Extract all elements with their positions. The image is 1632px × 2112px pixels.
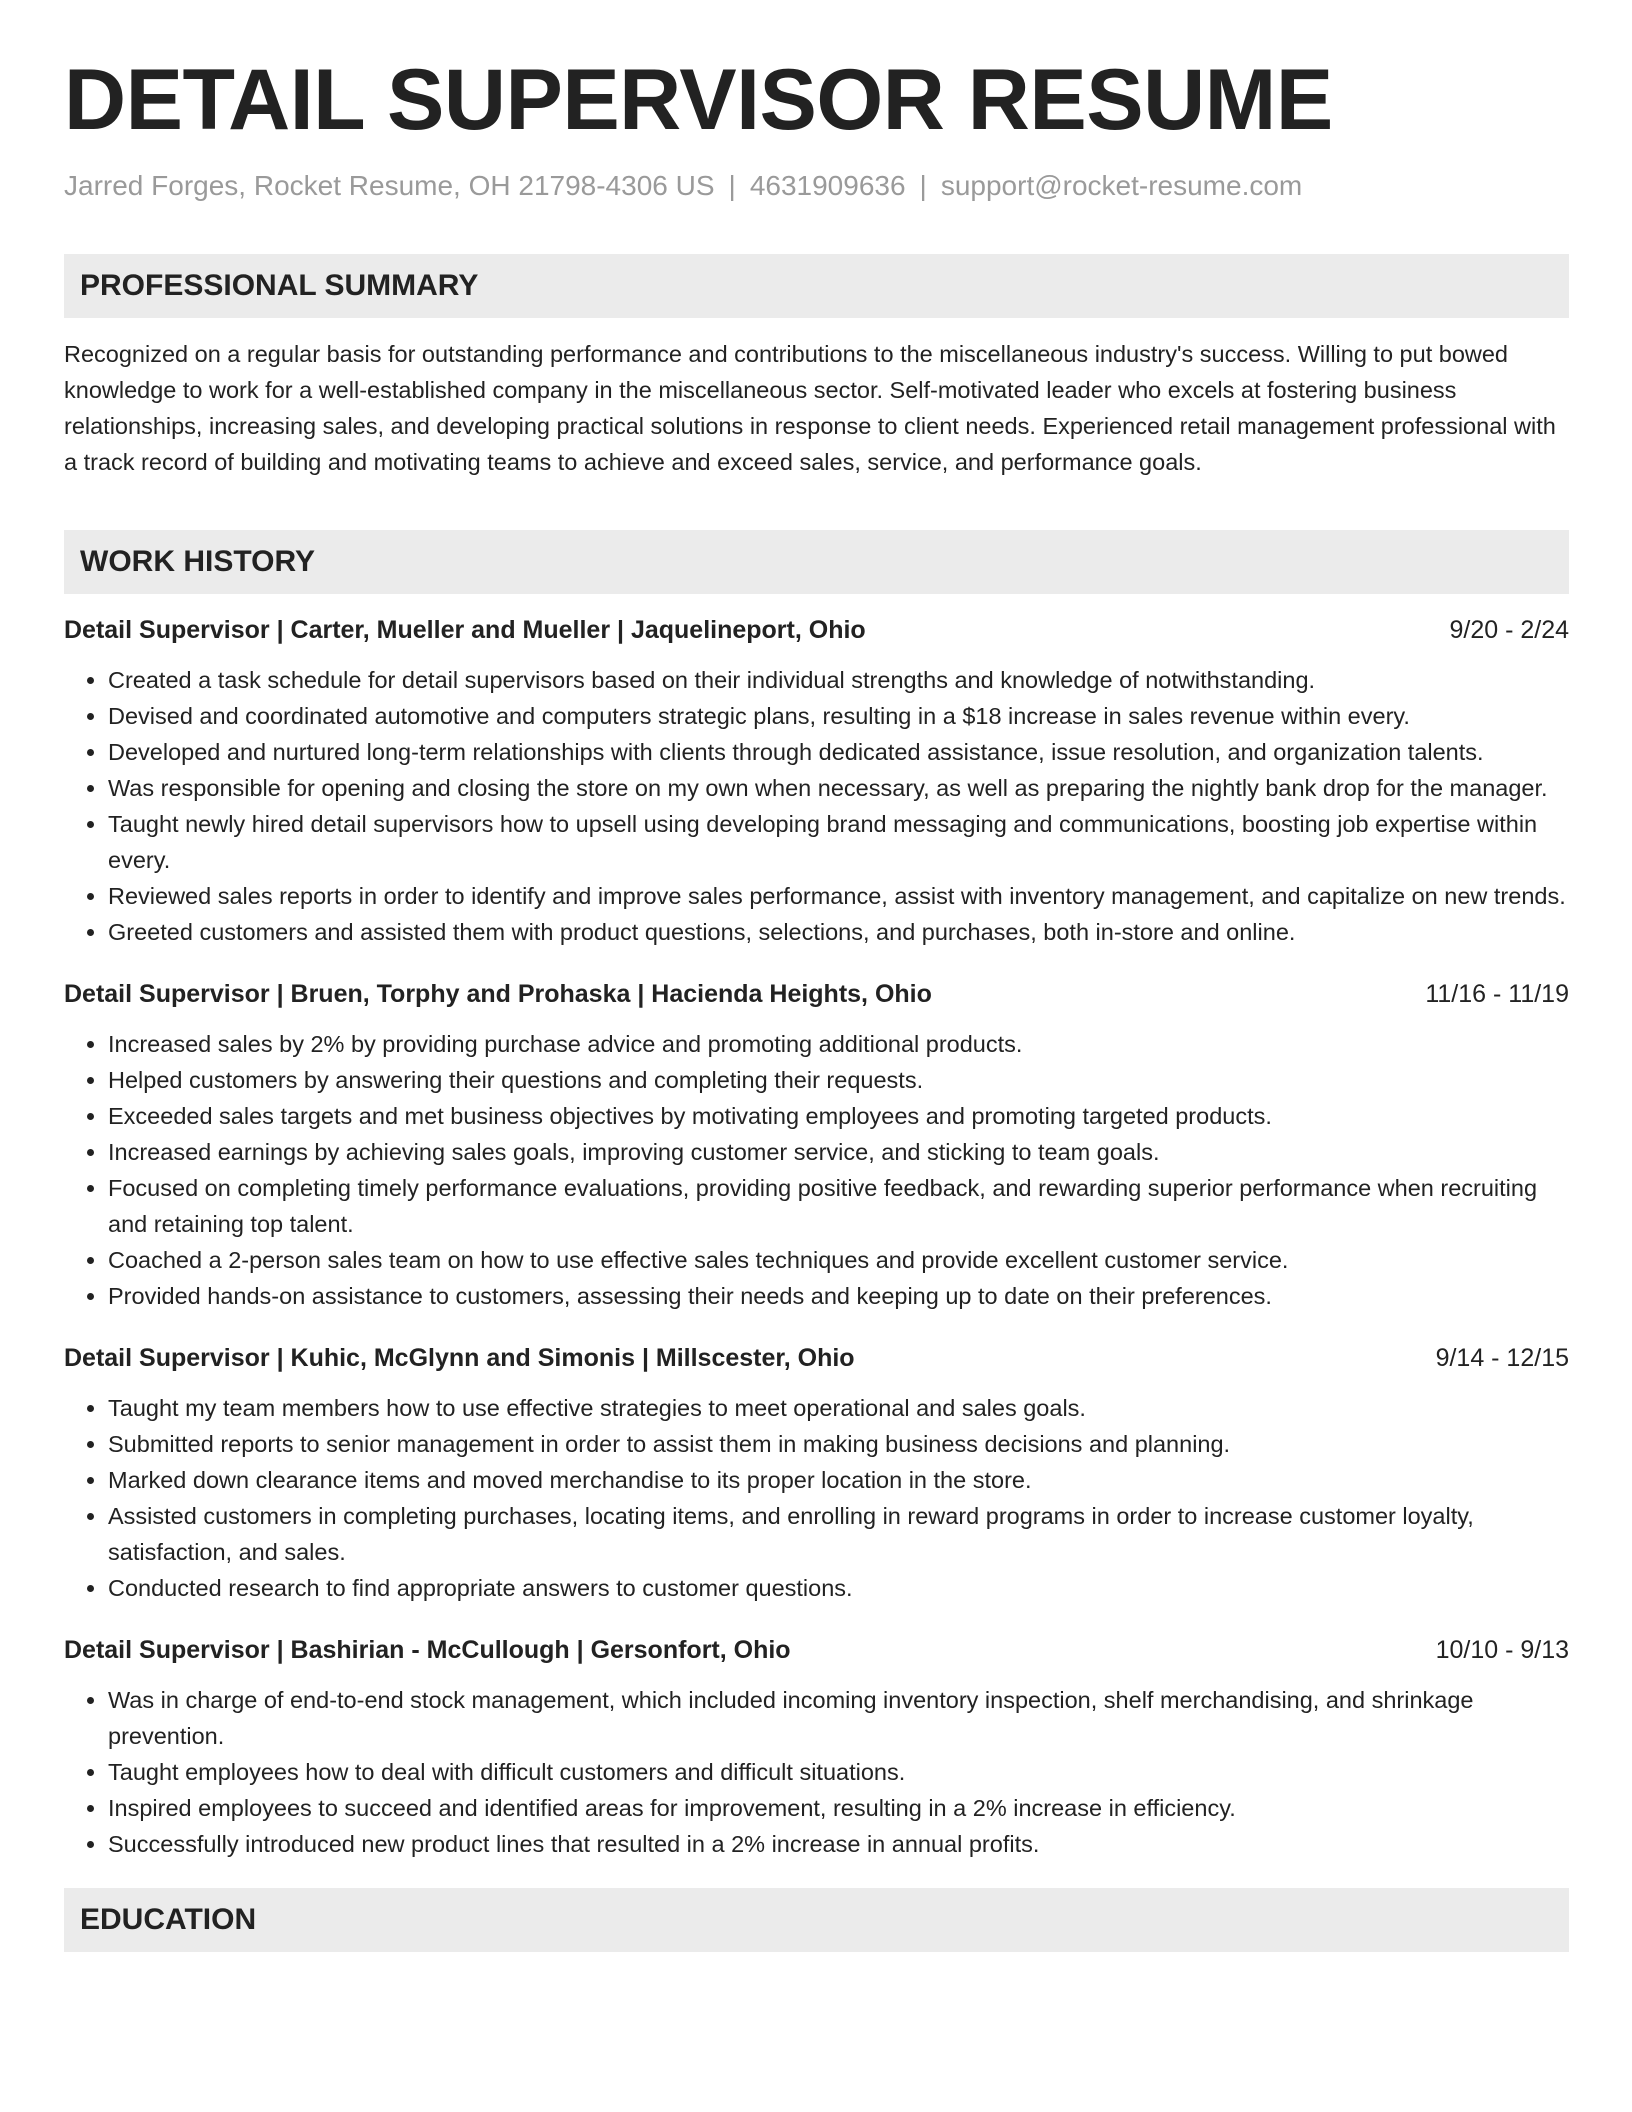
resume-title: DETAIL SUPERVISOR RESUME [64, 52, 1333, 148]
contact-line [64, 168, 1569, 204]
job-bullet: • Increased earnings by achieving sales goals, improving customer service, and sticking to team goals. [108, 1134, 1569, 1170]
job-header [64, 612, 1569, 648]
contact-separator: | [919, 170, 927, 201]
job-header [64, 1632, 1569, 1668]
job-bullet: • Greeted customers and assisted them with product questions, selections, and purchases, both in-store and online. [108, 914, 1569, 950]
job-title: Detail Supervisor | Bashirian - McCullough | Gersonfort, Ohio [64, 1636, 791, 1664]
work-history-heading: WORK HISTORY [64, 530, 1569, 594]
job-bullet: • Inspired employees to succeed and identified areas for improvement, resulting in a 2% increase in efficiency. [108, 1790, 1569, 1826]
job-bullet: • Provided hands-on assistance to customers, assessing their needs and keeping up to date on their preferences. [108, 1278, 1569, 1314]
job-bullet: • Successfully introduced new product lines that resulted in a 2% increase in annual profits. [108, 1826, 1569, 1862]
job-title: Detail Supervisor | Kuhic, McGlynn and Simonis | Millscester, Ohio [64, 1344, 855, 1372]
job-bullet: • Devised and coordinated automotive and computers strategic plans, resulting in a $18 increase in sales revenue within every. [108, 698, 1569, 734]
job-title: Detail Supervisor | Carter, Mueller and Mueller | Jaquelineport, Ohio [64, 616, 866, 644]
contact-phone: 4631909636 [749, 170, 906, 201]
job-bullet: • Marked down clearance items and moved merchandise to its proper location in the store. [108, 1462, 1569, 1498]
job-entry [64, 612, 1569, 950]
job-dates: 9/20 - 2/24 [1449, 616, 1569, 644]
job-bullet: • Was in charge of end-to-end stock management, which included incoming inventory inspection, shelf merchandising, and shrinkage prevention. [108, 1682, 1569, 1754]
job-bullet-list [64, 1026, 1569, 1314]
contact-email[interactable]: support@rocket-resume.com [940, 170, 1303, 201]
job-bullet: • Taught employees how to deal with difficult customers and difficult situations. [108, 1754, 1569, 1790]
job-bullet: • Created a task schedule for detail supervisors based on their individual strengths and knowledge of notwithstanding. [108, 662, 1569, 698]
summary-text: Recognized on a regular basis for outstanding performance and contributions to the miscellaneous industry's success. Willing to put bowed knowledge to work for a well-established company in the miscellaneous sector. Self-motivated leader who excels at fostering business relationships, increasing sales, and developing practical solutions in response to client needs. Experienced retail management professional with a track record of building and motivating teams to achieve and exceed sales, service, and performance goals. [64, 341, 1556, 475]
job-header [64, 1340, 1569, 1376]
job-bullet: • Submitted reports to senior management in order to assist them in making business decisions and planning. [108, 1426, 1569, 1462]
job-bullet-list [64, 1390, 1569, 1606]
job-bullet: • Focused on completing timely performance evaluations, providing positive feedback, and rewarding superior performance when recruiting and retaining top talent. [108, 1170, 1569, 1242]
job-dates: 10/10 - 9/13 [1435, 1636, 1569, 1664]
job-bullet: • Taught newly hired detail supervisors how to upsell using developing brand messaging and communications, boosting job expertise within every. [108, 806, 1569, 878]
job-bullet-list [64, 1682, 1569, 1862]
job-title: Detail Supervisor | Bruen, Torphy and Prohaska | Hacienda Heights, Ohio [64, 980, 932, 1008]
contact-separator: | [728, 170, 736, 201]
job-bullet: • Increased sales by 2% by providing purchase advice and promoting additional products. [108, 1026, 1569, 1062]
job-bullet: • Reviewed sales reports in order to identify and improve sales performance, assist with inventory management, and capitalize on new trends. [108, 878, 1569, 914]
job-bullet: • Assisted customers in completing purchases, locating items, and enrolling in reward programs in order to increase customer loyalty, satisfaction, and sales. [108, 1498, 1569, 1570]
job-bullet: • Conducted research to find appropriate answers to customer questions. [108, 1570, 1569, 1606]
job-header [64, 976, 1569, 1012]
job-bullet: • Was responsible for opening and closing the store on my own when necessary, as well as preparing the nightly bank drop for the manager. [108, 770, 1569, 806]
job-bullet: • Taught my team members how to use effective strategies to meet operational and sales goals. [108, 1390, 1569, 1426]
job-bullet: • Helped customers by answering their questions and completing their requests. [108, 1062, 1569, 1098]
summary-heading: PROFESSIONAL SUMMARY [64, 254, 1569, 318]
work-history-list [64, 612, 1569, 1862]
job-dates: 9/14 - 12/15 [1435, 1344, 1569, 1372]
job-entry [64, 1340, 1569, 1606]
job-bullet: • Coached a 2-person sales team on how to use effective sales techniques and provide excellent customer service. [108, 1242, 1569, 1278]
job-dates: 11/16 - 11/19 [1425, 980, 1569, 1008]
education-heading: EDUCATION [64, 1888, 1569, 1952]
job-bullet: • Developed and nurtured long-term relationships with clients through dedicated assistance, issue resolution, and organization talents. [108, 734, 1569, 770]
job-bullet: • Exceeded sales targets and met business objectives by motivating employees and promoting targeted products. [108, 1098, 1569, 1134]
job-entry [64, 976, 1569, 1314]
job-entry [64, 1632, 1569, 1862]
job-bullet-list [64, 662, 1569, 950]
contact-address: Jarred Forges, Rocket Resume, OH 21798-4306 US [64, 170, 715, 201]
